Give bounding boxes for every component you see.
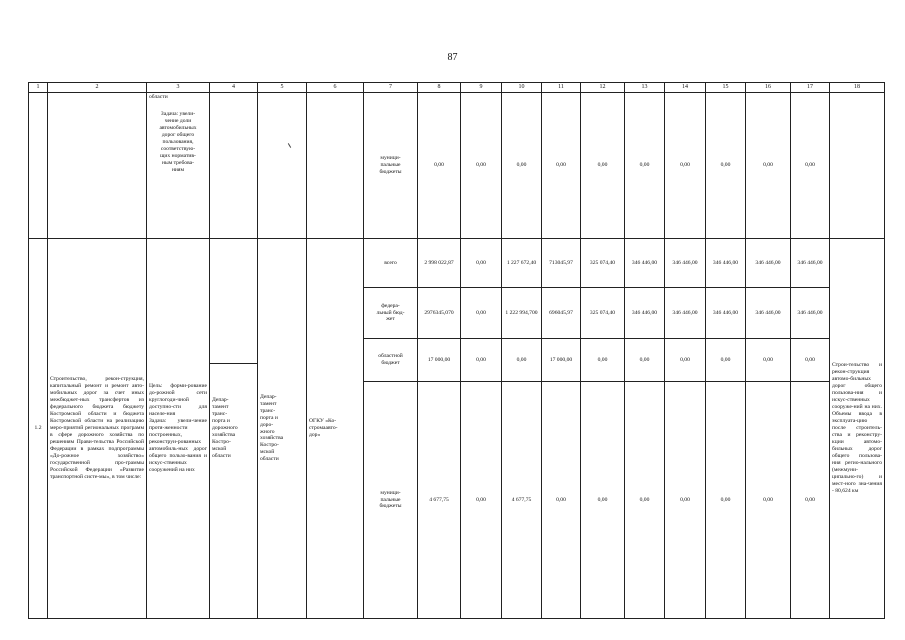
value-cell: 1 222 994,700	[502, 288, 542, 339]
value-cell: 0,00	[706, 93, 746, 239]
cell	[830, 93, 885, 239]
value-cell: 0,00	[665, 93, 706, 239]
value-cell: 0,00	[461, 93, 502, 239]
value-cell: 2 998 022,87	[418, 239, 461, 288]
header-cell: 3	[147, 83, 210, 93]
value-cell: 325 074,40	[581, 239, 625, 288]
value-cell: 0,00	[706, 382, 746, 619]
item-number: 1.2	[29, 239, 48, 619]
header-cell: 14	[665, 83, 706, 93]
value-cell: 346 446,00	[625, 239, 665, 288]
header-cell: 1	[29, 83, 48, 93]
header-cell: 12	[581, 83, 625, 93]
value-cell: 17 000,00	[418, 339, 461, 382]
item-name: Строительство, рекон-струкция, капитальный ремонт и ремонт авто-мобильных дорог за счет иных межбюджет-ных трансфертов из федерального бюджета бюджету Костромской области и бюджета Костромской области на реализацию меро-приятий региональных программ в сфере дорожного хозяйства по решениям Прави-тельства Российской Федерации в рамках подпрограммы «До-рожное хозяйство» государственной про-граммы Российской Федерации «Развитие транспортной систе-мы», в том числе:	[48, 239, 147, 619]
indicator-text: Строи-тельство и рекон-струкция автомо-бильных дорог общего пользова-ния и искус-ственных сооруже-ний на них. Объемы ввода в эксплуата-цию после строитель-ства и реконстру-кции автомо-бильных дорог общего пользова-ния регио-нального (межмуни-ципально-го) и мест-ного зна-чения - 80,624 км	[830, 239, 885, 619]
value-cell: 4 677,75	[502, 382, 542, 619]
header-cell: 5	[258, 83, 307, 93]
value-cell: 0,00	[461, 288, 502, 339]
value-cell: 346 446,00	[625, 288, 665, 339]
value-cell: 0,00	[502, 93, 542, 239]
cell	[307, 93, 364, 239]
task-cell	[147, 93, 210, 239]
funding-source: муници- пальные бюджеты	[364, 93, 418, 239]
funding-source: областной бюджет	[364, 339, 418, 382]
task-text: Задача: увели- чение доли автомобильных дорог общего пользования, соответствую- щих норматив- ным требова- ниям	[159, 110, 197, 173]
value-cell: 0,00	[791, 93, 830, 239]
scan-line	[209, 363, 257, 364]
cell	[48, 93, 147, 239]
value-cell: 346 446,00	[665, 239, 706, 288]
header-cell: 16	[746, 83, 791, 93]
header-cell: 13	[625, 83, 665, 93]
funding-source: муници- пальные бюджеты	[364, 382, 418, 619]
funding-source: всего	[364, 239, 418, 288]
value-cell: 0,00	[542, 93, 581, 239]
value-cell: 0,00	[461, 339, 502, 382]
header-cell: 6	[307, 83, 364, 93]
value-cell: 0,00	[665, 339, 706, 382]
value-cell: 1 227 672,40	[502, 239, 542, 288]
value-cell: 346 446,00	[706, 239, 746, 288]
value-cell: 0,00	[461, 382, 502, 619]
value-cell: 0,00	[581, 339, 625, 382]
value-cell: 0,00	[542, 382, 581, 619]
value-cell: 696045,97	[542, 288, 581, 339]
budget-row-total	[29, 239, 885, 288]
value-cell: 346 446,00	[791, 288, 830, 339]
header-row	[29, 83, 885, 93]
value-cell: 0,00	[625, 93, 665, 239]
funding-source: федера- льный бюд- жет	[364, 288, 418, 339]
value-cell: 346 446,00	[746, 288, 791, 339]
value-cell: 346 446,00	[791, 239, 830, 288]
co-executor: Депар- тамент транс- порта и доро- жного хозяйства Костро- мской области	[258, 239, 307, 619]
value-cell: 0,00	[502, 339, 542, 382]
value-cell: 0,00	[581, 382, 625, 619]
cell	[210, 93, 258, 239]
value-cell: 346 446,00	[706, 288, 746, 339]
value-cell: 325 074,40	[581, 288, 625, 339]
value-cell: 0,00	[706, 339, 746, 382]
continuation-row	[29, 93, 885, 239]
value-cell: 0,00	[665, 382, 706, 619]
header-cell: 9	[461, 83, 502, 93]
value-cell: 0,00	[418, 93, 461, 239]
header-cell: 11	[542, 83, 581, 93]
cell	[258, 93, 307, 239]
customer: ОГКУ «Ко- стромаавто- дор»	[307, 239, 364, 619]
value-cell: 0,00	[581, 93, 625, 239]
value-cell: 0,00	[791, 339, 830, 382]
header-cell: 2	[48, 83, 147, 93]
value-cell: 0,00	[791, 382, 830, 619]
page-number: 87	[447, 52, 458, 63]
header-cell: 15	[706, 83, 746, 93]
header-cell: 10	[502, 83, 542, 93]
region-text: области	[149, 94, 168, 100]
cell	[29, 93, 48, 239]
value-cell: 0,00	[461, 239, 502, 288]
value-cell: 4 677,75	[418, 382, 461, 619]
header-cell: 7	[364, 83, 418, 93]
value-cell: 0,00	[746, 339, 791, 382]
value-cell: 0,00	[746, 93, 791, 239]
header-cell: 18	[830, 83, 885, 93]
value-cell: 346 446,00	[746, 239, 791, 288]
header-cell: 4	[210, 83, 258, 93]
header-cell: 8	[418, 83, 461, 93]
value-cell: 346 446,00	[665, 288, 706, 339]
program-table	[28, 82, 885, 619]
value-cell: 2976345,070	[418, 288, 461, 339]
value-cell: 0,00	[625, 382, 665, 619]
executor: Депар- тамент транс- порта и дорожного хозяйства Костро- мской области	[210, 239, 258, 619]
header-cell: 17	[791, 83, 830, 93]
value-cell: 17 000,00	[542, 339, 581, 382]
value-cell: 0,00	[625, 339, 665, 382]
goal-text: Цель: форми-рование до-рожной сети круглогоди-чной доступно-сти для населе-ния Задача: увели-чение протя-женности построенных, реконструи-рованных автомобиль-ных дорог общего пользо-вания и искус-ственных сооружений на них	[147, 239, 210, 619]
value-cell: 713045,97	[542, 239, 581, 288]
value-cell: 0,00	[746, 382, 791, 619]
